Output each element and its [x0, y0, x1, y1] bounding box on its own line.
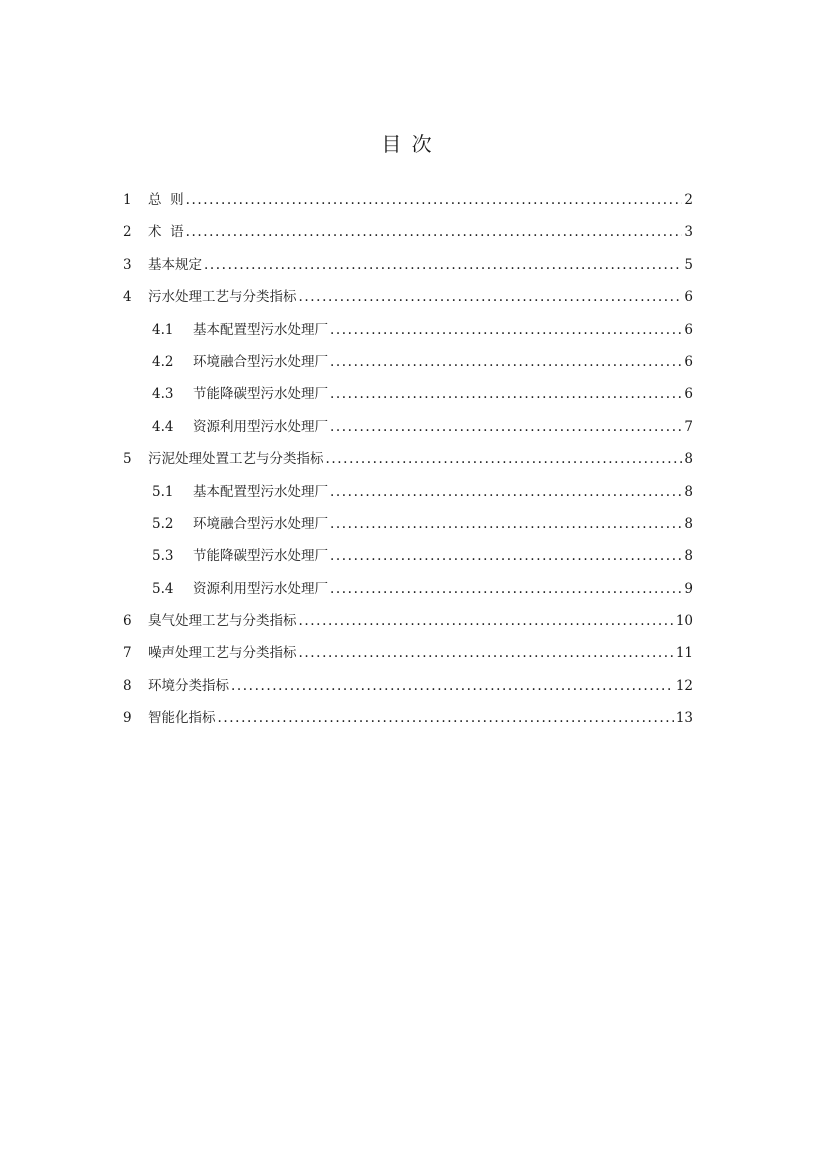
toc-leader-dots	[330, 482, 682, 502]
toc-entry-label: 术 语	[148, 224, 184, 241]
toc-entry-number: 6	[123, 613, 132, 630]
toc-leader-dots	[186, 190, 683, 210]
toc-entry-number: 3	[123, 256, 132, 273]
toc-entry-label: 噪声处理工艺与分类指标	[148, 645, 297, 662]
toc-subentry[interactable]	[123, 352, 693, 384]
toc-entry[interactable]	[123, 222, 693, 254]
toc-entry-label: 资源利用型污水处理厂	[193, 580, 328, 597]
toc-entry-label: 基本配置型污水处理厂	[193, 483, 328, 500]
toc-subentry[interactable]	[123, 320, 693, 352]
toc-entry-number: 4.2	[152, 353, 174, 370]
toc-entry-page: 8	[684, 548, 693, 565]
toc-entry-label: 基本规定	[148, 256, 202, 273]
toc-leader-dots	[330, 384, 682, 404]
toc-entry-page: 8	[684, 451, 693, 468]
toc-entry-page: 6	[684, 386, 693, 403]
toc-entry[interactable]	[123, 611, 693, 643]
toc-entry-number: 5	[123, 451, 132, 468]
toc-entry[interactable]	[123, 190, 693, 222]
toc-leader-dots	[330, 514, 682, 534]
toc-entry-number: 2	[123, 224, 132, 241]
toc-entry-page: 2	[684, 192, 693, 208]
toc-leader-dots	[186, 222, 683, 242]
toc-leader-dots	[330, 320, 682, 340]
toc-entry-number: 9	[123, 710, 132, 727]
toc-entry-label: 基本配置型污水处理厂	[193, 321, 328, 338]
toc-entry-page: 11	[675, 645, 693, 662]
toc-entry-page: 10	[675, 613, 693, 630]
toc-leader-dots	[299, 611, 674, 631]
toc-leader-dots	[330, 417, 682, 437]
toc-entry[interactable]	[123, 255, 693, 287]
toc-leader-dots	[330, 546, 682, 566]
toc-entry-label: 智能化指标	[148, 710, 216, 727]
toc-leader-dots	[326, 449, 683, 469]
toc-entry-page: 6	[684, 353, 693, 370]
toc-entry[interactable]	[123, 643, 693, 675]
toc-entry-number: 5.1	[152, 483, 174, 500]
toc-entry-label: 环境融合型污水处理厂	[193, 353, 328, 370]
toc-entry-number: 7	[123, 645, 132, 662]
toc-entry-label: 污泥处理处置工艺与分类指标	[148, 451, 324, 468]
toc-subentry[interactable]	[123, 417, 693, 449]
toc-leader-dots	[330, 352, 682, 372]
toc-leader-dots	[218, 708, 674, 728]
toc-entry-label: 资源利用型污水处理厂	[193, 418, 328, 435]
toc-leader-dots	[299, 643, 674, 663]
toc-entry-page: 12	[675, 677, 693, 694]
toc-entry-label: 节能降碳型污水处理厂	[193, 386, 328, 403]
toc-entry[interactable]	[123, 708, 693, 740]
toc-entry-label: 节能降碳型污水处理厂	[193, 548, 328, 565]
toc-leader-dots	[231, 676, 674, 696]
toc-entry-page: 9	[684, 580, 693, 597]
toc-entry-label: 环境融合型污水处理厂	[193, 515, 328, 532]
toc-entry-page: 7	[684, 418, 693, 435]
toc-entry-number: 4	[123, 289, 132, 306]
toc-entry-number: 1	[123, 192, 132, 208]
toc-entry-page: 8	[684, 483, 693, 500]
toc-subentry[interactable]	[123, 579, 693, 611]
toc-subentry[interactable]	[123, 482, 693, 514]
toc-subentry[interactable]	[123, 546, 693, 578]
toc-entry-label: 环境分类指标	[148, 677, 229, 694]
toc-entry-number: 5.4	[152, 580, 174, 597]
toc-entry-page: 3	[684, 224, 693, 241]
toc-leader-dots	[299, 287, 683, 307]
toc-entry-label: 总 则	[148, 192, 184, 208]
toc-entry-number: 4.4	[152, 418, 174, 435]
toc-entry-page: 8	[684, 515, 693, 532]
toc-entry-page: 6	[684, 289, 693, 306]
toc-entry-number: 8	[123, 677, 132, 694]
toc-entry[interactable]	[123, 449, 693, 481]
toc-entry-number: 5.2	[152, 515, 174, 532]
toc-entry-page: 5	[684, 256, 693, 273]
toc-entry-number: 5.3	[152, 548, 174, 565]
toc-leader-dots	[204, 255, 682, 275]
toc-entry-label: 污水处理工艺与分类指标	[148, 289, 297, 306]
table-of-contents	[123, 190, 693, 741]
toc-leader-dots	[330, 579, 682, 599]
toc-entry-number: 4.3	[152, 386, 174, 403]
toc-entry[interactable]	[123, 287, 693, 319]
toc-entry-label: 臭气处理工艺与分类指标	[148, 613, 297, 630]
toc-entry-page: 13	[675, 710, 693, 727]
toc-entry-number: 4.1	[152, 321, 174, 338]
toc-subentry[interactable]	[123, 514, 693, 546]
toc-entry-page: 6	[684, 321, 693, 338]
page-title: 目 次	[381, 132, 434, 156]
toc-entry[interactable]	[123, 676, 693, 708]
toc-subentry[interactable]	[123, 384, 693, 416]
